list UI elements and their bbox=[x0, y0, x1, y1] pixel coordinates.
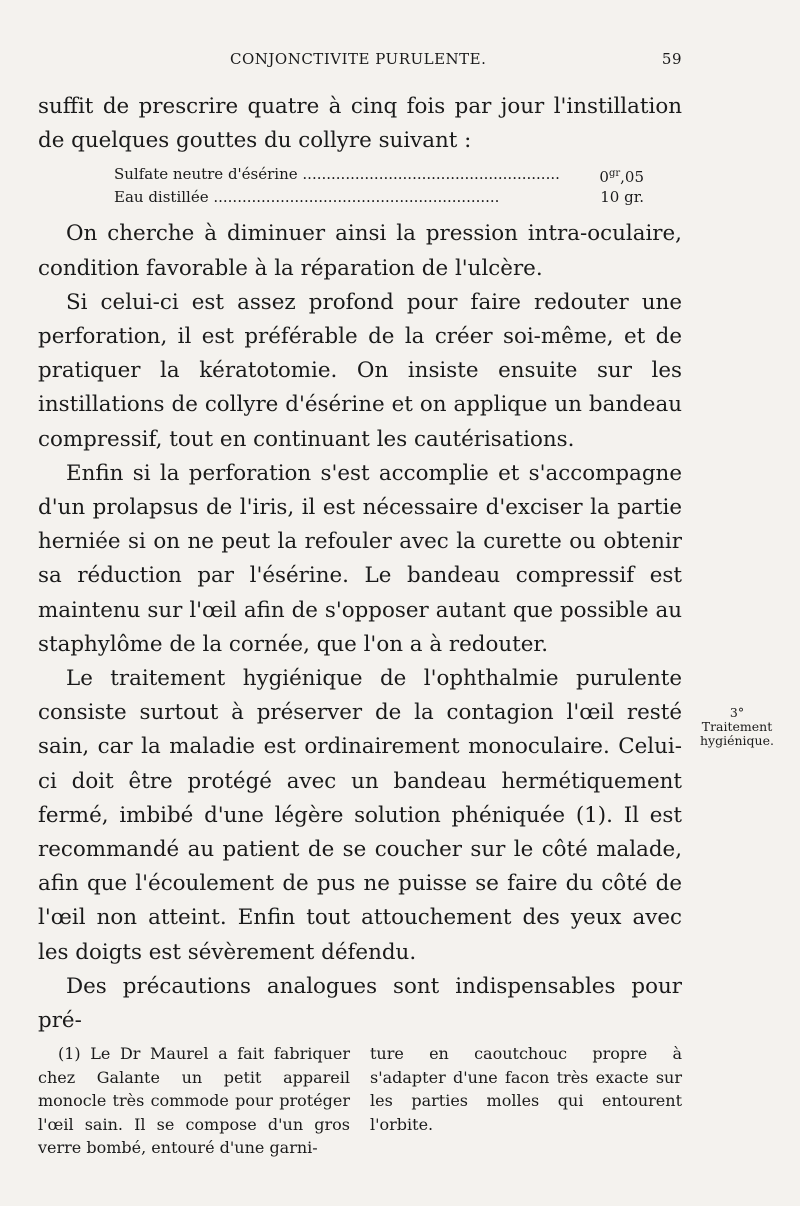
formula-row bbox=[114, 164, 644, 187]
running-head bbox=[38, 50, 682, 74]
footnotes bbox=[38, 1042, 682, 1160]
paragraph-4: Enfin si la perforation s'est accomplie et s'accompagne d'un prolapsus de l'iris, il est nécessaire d'exciser la partie herniée si on ne peut la refouler avec la curette ou obtenir sa réduction par l'ésérine. Le bandeau compressif est maintenu sur l'œil afin de s'opposer autant que possible au staphylôme de la cornée, que l'on a à redouter. bbox=[38, 460, 682, 657]
ingredient-quantity: $0^{gr},05$ bbox=[599, 168, 644, 187]
footnote-text: (1) Le Dr Maurel a fait fabriquer chez Galante un petit appareil monocle très commode pour protéger l'œil sain. Il se compose d'un gros verre bombé, entouré d'une garni- bbox=[38, 1044, 350, 1157]
ingredient-quantity: 10 gr. bbox=[600, 188, 644, 207]
footnote-text-continued: ture en caoutchouc propre à s'adapter d'une facon très exacte sur les parties molles qui entourent l'orbite. bbox=[370, 1044, 682, 1134]
prescription-formula bbox=[114, 164, 644, 207]
paragraph-5: Le traitement hygiénique de l'ophthalmie purulente consiste surtout à préserver de la contagion l'œil resté sain, car la maladie est ordinairement monoculaire. Celui-ci doit être protégé avec un bandeau hermétiquement fermé, imbibé d'une légère solution phéniquée (1). Il est recommandé au patient de se coucher sur le côté malade, afin que l'écoulement de pus ne puisse se faire du côté de l'œil non atteint. Enfin tout attouchement des yeux avec les doigts est sévèrement défendu. bbox=[38, 666, 682, 965]
margin-note: 3° Traitement hygiénique. bbox=[700, 705, 774, 748]
footnote-column-1 bbox=[38, 1042, 350, 1160]
ingredient-name: Sulfate neutre d'ésérine ..... bbox=[114, 164, 560, 187]
main-text bbox=[38, 90, 682, 1038]
paragraph-6: Des précautions analogues sont indispensables pour pré- bbox=[38, 973, 682, 1034]
footnote-column-2 bbox=[370, 1042, 682, 1160]
paragraph-1: suffit de prescrire quatre à cinq fois par jour l'instillation de quelques gouttes du collyre suivant : bbox=[38, 94, 682, 154]
chapter-title: CONJONCTIVITE PURULENTE. bbox=[230, 50, 487, 68]
page-number: 59 bbox=[661, 50, 682, 68]
paragraph-3: Si celui-ci est assez profond pour faire redouter une perforation, il est préférable de la créer soi-même, et de pratiquer la kératotomie. On insiste ensuite sur les instillations de collyre d'ésérine et on applique un bandeau compressif, tout en continuant les cautérisations. bbox=[38, 289, 682, 452]
paragraph-2: On cherche à diminuer ainsi la pression intra-oculaire, condition favorable à la réparation de l'ulcère. bbox=[38, 221, 682, 281]
formula-row bbox=[114, 187, 644, 207]
ingredient-name: Eau distillée ..... bbox=[114, 187, 560, 207]
